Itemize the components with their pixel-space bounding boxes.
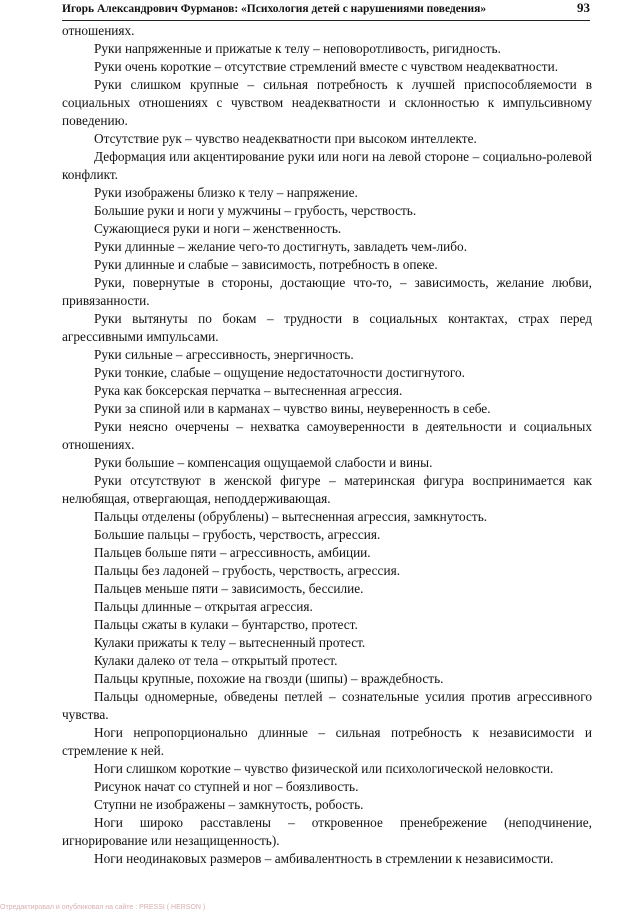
paragraph: Руки неясно очерчены – нехватка самоуверенности в деятельности и социальных отношениях. [62, 419, 592, 452]
paragraph: Пальцы длинные – открытая агрессия. [94, 599, 313, 614]
paragraph: Сужающиеся руки и ноги – женственность. [94, 221, 342, 236]
paragraph: Руки слишком крупные – сильная потребность к лучшей приспособляемости в социальных отношениях с чувством неадекватности и склонностью к импульсивному поведению. [62, 77, 592, 128]
paragraph: Руки отсутствуют в женской фигуре – материнская фигура воспринимается как нелюбящая, отвергающая, неподдерживающая. [62, 473, 592, 506]
paragraph: Ноги непропорционально длинные – сильная потребность к независимости и стремление к ней. [62, 725, 592, 758]
paragraph: Пальцы отделены (обрублены) – вытесненная агрессия, замкнутость. [94, 509, 488, 524]
paragraph: Пальцы одномерные, обведены петлей – сознательные усилия против агрессивного чувства. [62, 689, 592, 722]
paragraph: Кулаки далеко от тела – открытый протест. [94, 653, 338, 668]
paragraph: Руки, повернутые в стороны, достающие что-то, – зависимость, желание любви, привязанности. [62, 275, 592, 308]
paragraph: Пальцы сжаты в кулаки – бунтарство, протест. [94, 617, 358, 632]
paragraph: Руки изображены близко к телу – напряжение. [94, 185, 358, 200]
paragraph: Пальцы крупные, похожие на гвозди (шипы) – враждебность. [94, 671, 444, 686]
paragraph: Руки тонкие, слабые – ощущение недостаточности достигнутого. [94, 365, 466, 380]
paragraph: Руки за спиной или в карманах – чувство вины, неуверенность в себе. [94, 401, 491, 416]
paragraph: Отсутствие рук – чувство неадекватности при высоком интеллекте. [94, 131, 477, 146]
paragraph: Кулаки прижаты к телу – вытесненный протест. [94, 635, 366, 650]
paragraph: Рисунок начат со ступней и ног – боязливость. [94, 779, 359, 794]
paragraph: Ноги слишком короткие – чувство физической или психологической неловкости. [94, 761, 554, 776]
paragraph: отношениях. [62, 23, 135, 38]
running-title: Игорь Александрович Фурманов: «Психология детей с нарушениями поведения» [62, 3, 487, 15]
paragraph: Ступни не изображены – замкнутость, робость. [94, 797, 364, 812]
body-text [62, 22, 592, 868]
paragraph: Руки напряженные и прижатые к телу – неповоротливость, ригидность. [94, 41, 501, 56]
paragraph: Пальцы без ладоней – грубость, черствость, агрессия. [94, 563, 401, 578]
paragraph: Рука как боксерская перчатка – вытесненная агрессия. [94, 383, 403, 398]
paragraph: Пальцев больше пяти – агрессивность, амбиции. [94, 545, 371, 560]
paragraph: Руки длинные – желание чего-то достигнуть, завладеть чем-либо. [94, 239, 468, 254]
page-number: 93 [577, 0, 590, 15]
page-header [62, 0, 590, 21]
paragraph: Большие руки и ноги у мужчины – грубость, черствость. [94, 203, 417, 218]
paragraph: Руки очень короткие – отсутствие стремлений вместе с чувством неадекватности. [94, 59, 559, 74]
paragraph: Руки вытянуты по бокам – трудности в социальных контактах, страх перед агрессивными импульсами. [62, 311, 592, 344]
paragraph: Пальцев меньше пяти – зависимость, бессилие. [94, 581, 364, 596]
paragraph: Руки длинные и слабые – зависимость, потребность в опеке. [94, 257, 438, 272]
footer-watermark: Отредактировал и опубликовал на сайте : PRESSI ( HERSON ) [0, 904, 206, 911]
paragraph: Руки сильные – агрессивность, энергичность. [94, 347, 354, 362]
paragraph: Деформация или акцентирование руки или ноги на левой стороне – социально-ролевой конфликт. [62, 149, 592, 182]
paragraph: Ноги неодинаковых размеров – амбивалентность в стремлении к независимости. [94, 851, 554, 866]
paragraph: Большие пальцы – грубость, черствость, агрессия. [94, 527, 381, 542]
paragraph: Ноги широко расставлены – откровенное пренебрежение (неподчинение, игнорирование или незащищенность). [62, 815, 592, 848]
paragraph: Руки большие – компенсация ощущаемой слабости и вины. [94, 455, 433, 470]
